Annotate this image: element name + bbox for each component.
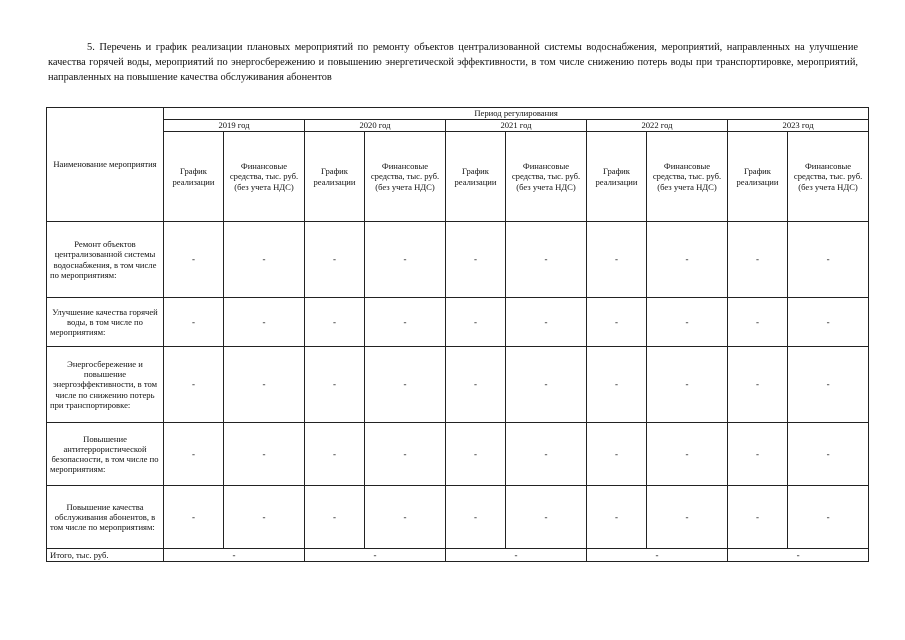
table-cell: - <box>224 222 305 298</box>
table-row <box>47 423 869 486</box>
table-cell: - <box>506 423 587 486</box>
table-cell: - <box>788 423 869 486</box>
total-cell: - <box>305 549 446 562</box>
table-cell: - <box>506 486 587 549</box>
table-cell: - <box>224 486 305 549</box>
activity-name: Ремонт объектов централизованной системы водоснабжения, в том числе по мероприятиям: <box>47 222 164 298</box>
table-cell: - <box>446 423 506 486</box>
table-cell: - <box>788 222 869 298</box>
finance-column-header: Финансовые средства, тыс. руб. (без учета НДС) <box>224 132 305 222</box>
total-row <box>47 549 869 562</box>
total-cell: - <box>728 549 869 562</box>
table-cell: - <box>305 486 365 549</box>
schedule-column-header: График реализации <box>446 132 506 222</box>
table-cell: - <box>365 222 446 298</box>
table-cell: - <box>647 222 728 298</box>
table-cell: - <box>647 423 728 486</box>
table-cell: - <box>587 486 647 549</box>
table-cell: - <box>788 298 869 347</box>
table-cell: - <box>305 222 365 298</box>
table-cell: - <box>365 423 446 486</box>
activity-name: Улучшение качества горячей воды, в том числе по мероприятиям: <box>47 298 164 347</box>
table-cell: - <box>788 347 869 423</box>
finance-column-header: Финансовые средства, тыс. руб. (без учета НДС) <box>506 132 587 222</box>
table-cell: - <box>446 486 506 549</box>
table-cell: - <box>728 423 788 486</box>
table-cell: - <box>587 222 647 298</box>
table-cell: - <box>446 222 506 298</box>
table-cell: - <box>305 423 365 486</box>
table-cell: - <box>647 298 728 347</box>
table-cell: - <box>164 298 224 347</box>
table-cell: - <box>728 298 788 347</box>
table-cell: - <box>647 486 728 549</box>
activity-name: Энергосбережение и повышение энергоэффективности, в том числе по снижению потерь при транспортировке: <box>47 347 164 423</box>
year-header: 2023 год <box>728 120 869 132</box>
schedule-column-header: График реализации <box>164 132 224 222</box>
total-cell: - <box>587 549 728 562</box>
section-heading: 5. Перечень и график реализации плановых мероприятий по ремонту объектов централизованной системы водоснабжения, мероприятий, направленных на улучшение качества горячей воды, мероприятий по энергосбережению и повышению энергетической эффективности, в том числе снижению потерь воды при транспортировке, мероприятий, направленных на повышение качества обслуживания абонентов <box>48 42 858 83</box>
table-cell: - <box>446 298 506 347</box>
table-cell: - <box>647 347 728 423</box>
table-row <box>47 298 869 347</box>
table-cell: - <box>224 298 305 347</box>
table-cell: - <box>506 222 587 298</box>
finance-column-header: Финансовые средства, тыс. руб. (без учета НДС) <box>647 132 728 222</box>
schedule-column-header: График реализации <box>305 132 365 222</box>
table-cell: - <box>788 486 869 549</box>
table-row <box>47 486 869 549</box>
table-cell: - <box>587 423 647 486</box>
table-cell: - <box>728 347 788 423</box>
table-cell: - <box>365 347 446 423</box>
table-cell: - <box>305 347 365 423</box>
table-cell: - <box>587 298 647 347</box>
name-column-header: Наименование мероприятия <box>47 108 164 222</box>
table-row <box>47 222 869 298</box>
table-cell: - <box>728 486 788 549</box>
year-header: 2019 год <box>164 120 305 132</box>
table-cell: - <box>224 347 305 423</box>
table-cell: - <box>365 486 446 549</box>
table-cell: - <box>446 347 506 423</box>
total-cell: - <box>446 549 587 562</box>
table-cell: - <box>164 486 224 549</box>
table-cell: - <box>728 222 788 298</box>
table-cell: - <box>506 347 587 423</box>
table-cell: - <box>305 298 365 347</box>
year-header: 2021 год <box>446 120 587 132</box>
table-cell: - <box>365 298 446 347</box>
year-header: 2022 год <box>587 120 728 132</box>
table-row <box>47 347 869 423</box>
schedule-column-header: График реализации <box>728 132 788 222</box>
finance-column-header: Финансовые средства, тыс. руб. (без учета НДС) <box>365 132 446 222</box>
year-header: 2020 год <box>305 120 446 132</box>
activity-name: Повышение антитеррористической безопасности, в том числе по мероприятиям: <box>47 423 164 486</box>
activity-name: Повышение качества обслуживания абонентов, в том числе по мероприятиям: <box>47 486 164 549</box>
table-cell: - <box>224 423 305 486</box>
table-cell: - <box>164 347 224 423</box>
period-header: Период регулирования <box>164 108 869 120</box>
table-cell: - <box>587 347 647 423</box>
schedule-column-header: График реализации <box>587 132 647 222</box>
table-cell: - <box>164 423 224 486</box>
table-cell: - <box>506 298 587 347</box>
activities-table <box>46 107 869 562</box>
finance-column-header: Финансовые средства, тыс. руб. (без учета НДС) <box>788 132 869 222</box>
total-label: Итого, тыс. руб. <box>47 549 164 562</box>
table-cell: - <box>164 222 224 298</box>
total-cell: - <box>164 549 305 562</box>
